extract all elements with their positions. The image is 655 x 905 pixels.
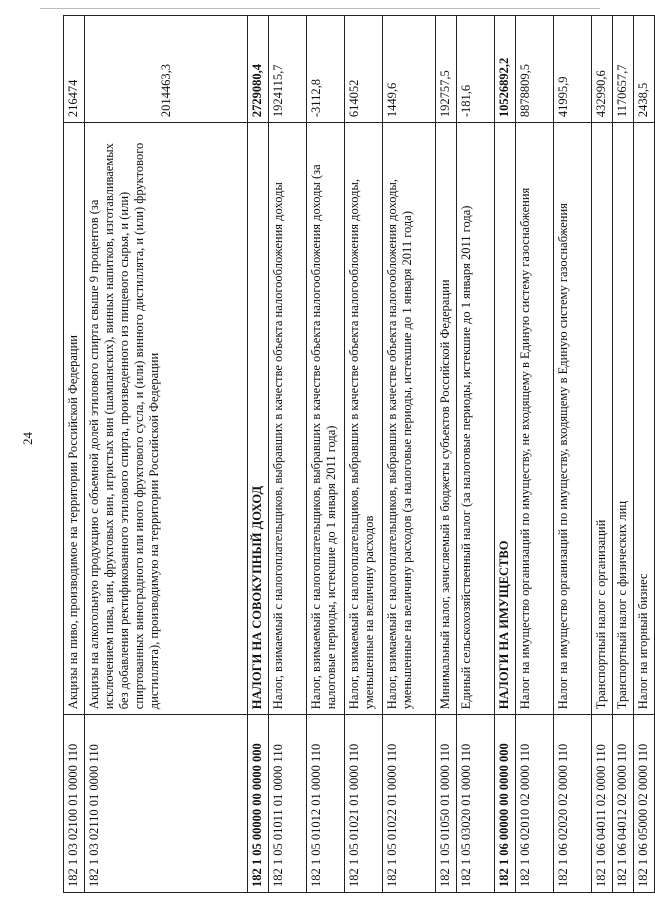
budget-code: 182 1 05 01011 01 0000 110 bbox=[269, 715, 307, 893]
table-row bbox=[516, 16, 554, 893]
page-number: 24 bbox=[20, 432, 35, 445]
revenue-value: 10526892,2 bbox=[495, 16, 516, 123]
scan-edge-line bbox=[40, 8, 600, 9]
revenue-value: 2438,5 bbox=[634, 16, 655, 123]
revenue-name: Транспортный налог с физических лиц bbox=[613, 123, 634, 715]
revenue-name: Акцизы на алкогольную продукцию с объемной долей этилового спирта свыше 9 процентов (за исключением пива, вин, фруктовых вин, игристых вин (шампанских), винных напитков, изготавливаемых без добавления ректификованного этилового спирта, произведенного из пищевого сырья, и (или) спиртованных виноградного или иного фруктового сусла, и (или) винного дистиллята, и (или) фруктового дистиллята), производимую на территории Российской Федерации bbox=[85, 123, 248, 715]
revenue-value: 432990,6 bbox=[592, 16, 613, 123]
revenue-value: 614052 bbox=[345, 16, 383, 123]
revenue-name: НАЛОГИ НА ИМУЩЕСТВО bbox=[495, 123, 516, 715]
revenue-value: 41995,9 bbox=[554, 16, 592, 123]
budget-code: 182 1 03 02100 01 0000 110 bbox=[64, 715, 85, 893]
revenue-value: 192757,5 bbox=[436, 16, 457, 123]
budget-code: 182 1 05 00000 00 0000 000 bbox=[248, 715, 269, 893]
budget-code: 182 1 06 04012 02 0000 110 bbox=[613, 715, 634, 893]
table-row-group-header bbox=[495, 16, 516, 893]
revenue-name: Налог, взимаемый с налогоплательщиков, выбравших в качестве объекта налогообложения доходы, уменьшенные на величину расходов (за налоговые периоды, истекшие до 1 января 2011 года) bbox=[383, 123, 436, 715]
budget-code: 182 1 03 02110 01 0000 110 bbox=[85, 715, 248, 893]
revenue-name: Налог на имущество организаций по имуществу, входящему в Единую систему газоснабжения bbox=[554, 123, 592, 715]
budget-code: 182 1 05 01050 01 0000 110 bbox=[436, 715, 457, 893]
revenue-value: 2014463,3 bbox=[85, 16, 248, 123]
revenue-name: Акцизы на пиво, производимое на территории Российской Федерации bbox=[64, 123, 85, 715]
table-row bbox=[436, 16, 457, 893]
table-row bbox=[457, 16, 495, 893]
budget-code: 182 1 06 05000 02 0000 110 bbox=[634, 715, 655, 893]
table-row bbox=[85, 16, 248, 893]
table-row bbox=[613, 16, 634, 893]
rotated-page-content bbox=[63, 15, 650, 893]
revenue-name: НАЛОГИ НА СОВОКУПНЫЙ ДОХОД bbox=[248, 123, 269, 715]
revenue-value: -3112,8 bbox=[307, 16, 345, 123]
budget-code: 182 1 06 02020 02 0000 110 bbox=[554, 715, 592, 893]
table-row bbox=[307, 16, 345, 893]
table-row bbox=[634, 16, 655, 893]
table-row bbox=[269, 16, 307, 893]
table-row bbox=[383, 16, 436, 893]
budget-code: 182 1 06 00000 00 0000 000 bbox=[495, 715, 516, 893]
revenue-table bbox=[63, 15, 655, 893]
table-row bbox=[64, 16, 85, 893]
revenue-name: Налог, взимаемый с налогоплательщиков, выбравших в качестве объекта налогообложения доходы (за налоговые периоды, истекшие до 1 января 2011 года) bbox=[307, 123, 345, 715]
budget-code: 182 1 05 01021 01 0000 110 bbox=[345, 715, 383, 893]
revenue-value: -181,6 bbox=[457, 16, 495, 123]
table-row bbox=[345, 16, 383, 893]
revenue-name: Минимальный налог, зачисляемый в бюджеты субъектов Российской Федерации bbox=[436, 123, 457, 715]
table-row-group-header bbox=[248, 16, 269, 893]
revenue-value: 2729080,4 bbox=[248, 16, 269, 123]
revenue-value: 1170657,7 bbox=[613, 16, 634, 123]
budget-code: 182 1 06 02010 02 0000 110 bbox=[516, 715, 554, 893]
revenue-value: 1924115,7 bbox=[269, 16, 307, 123]
revenue-value: 216474 bbox=[64, 16, 85, 123]
revenue-value: 1449,6 bbox=[383, 16, 436, 123]
table-row bbox=[554, 16, 592, 893]
budget-code: 182 1 05 01012 01 0000 110 bbox=[307, 715, 345, 893]
revenue-name: Налог на имущество организаций по имуществу, не входящему в Единую систему газоснабжения bbox=[516, 123, 554, 715]
budget-code: 182 1 05 01022 01 0000 110 bbox=[383, 715, 436, 893]
revenue-name: Налог на игорный бизнес bbox=[634, 123, 655, 715]
budget-code: 182 1 06 04011 02 0000 110 bbox=[592, 715, 613, 893]
revenue-value: 8878809,5 bbox=[516, 16, 554, 123]
table-row bbox=[592, 16, 613, 893]
revenue-name: Единый сельскохозяйственный налог (за налоговые периоды, истекшие до 1 января 2011 года) bbox=[457, 123, 495, 715]
revenue-name: Транспортный налог с организаций bbox=[592, 123, 613, 715]
budget-code: 182 1 05 03020 01 0000 110 bbox=[457, 715, 495, 893]
revenue-name: Налог, взимаемый с налогоплательщиков, выбравших в качестве объекта налогообложения доходы, уменьшенные на величину расходов bbox=[345, 123, 383, 715]
revenue-name: Налог, взимаемый с налогоплательщиков, выбравших в качестве объекта налогообложения доходы bbox=[269, 123, 307, 715]
